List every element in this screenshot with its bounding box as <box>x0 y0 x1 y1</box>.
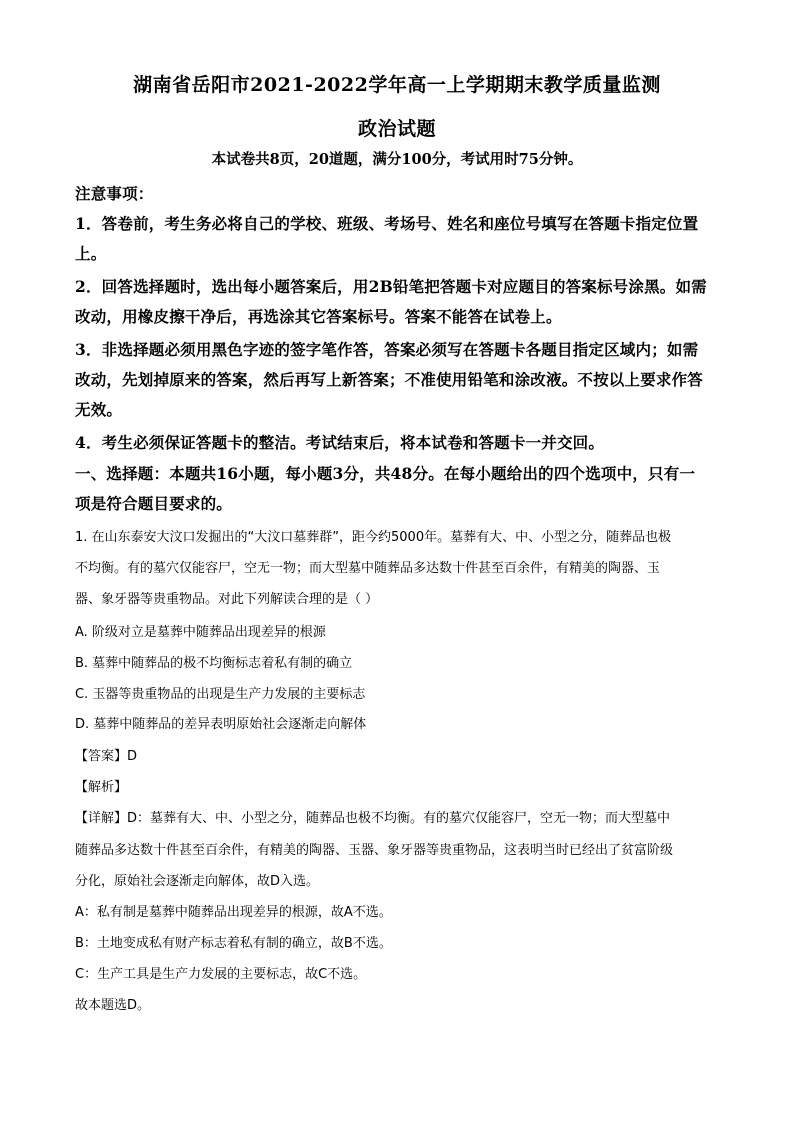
question-1-detail-b: B：土地变成私有财产标志着私有制的确立，故B不选。 <box>75 936 392 951</box>
question-1-option-c: C. 玉器等贵重物品的出现是生产力发展的主要标志 <box>75 687 366 702</box>
notice-item-2-line-2: 改动，用橡皮擦干净后，再选涂其它答案标号。答案不能答在试卷上。 <box>75 307 562 326</box>
notice-item-2-line-1: 2．回答选择题时，选出每小题答案后，用2B铅笔把答题卡对应题目的答案标号涂黑。如需 <box>75 277 707 296</box>
notice-item-3-line-3: 无效。 <box>75 400 123 419</box>
question-1-detail-c: C：生产工具是生产力发展的主要标志，故C不选。 <box>75 967 367 982</box>
question-1-stem-line-1: 1. 在山东泰安大汶口发掘出的“大汶口墓葬群”，距今约5000年。墓葬有大、中、小型之分，随葬品也极 <box>75 530 672 545</box>
question-1-option-d: D. 墓葬中随葬品的差异表明原始社会逐渐走向解体 <box>75 717 367 732</box>
notice-item-3-line-2: 改动，先划掉原来的答案，然后再写上新答案；不准使用铅笔和涂改液。不按以上要求作答 <box>75 370 704 389</box>
question-1-stem-line-2: 不均衡。有的墓穴仅能容尸，空无一物；而大型墓中随葬品多达数十件甚至百余件，有精美的陶器、玉 <box>75 561 661 576</box>
notice-heading: 注意事项： <box>75 184 154 203</box>
section-heading-line-1: 一、选择题：本题共16小题，每小题3分，共48分。在每小题给出的四个选项中，只有一 <box>75 464 696 483</box>
question-1-detail-line-3: 分化，原始社会逐渐走向解体，故D入选。 <box>75 874 320 889</box>
question-1-stem-line-3: 器、象牙器等贵重物品。对此下列解读合理的是（ ） <box>75 592 379 607</box>
notice-item-1-line-1: 1．答卷前，考生务必将自己的学校、班级、考场号、姓名和座位号填写在答题卡指定位置 <box>75 214 699 233</box>
exam-info: 本试卷共8页，20道题，满分100分，考试用时75分钟。 <box>211 151 583 168</box>
question-1-answer: 【答案】D <box>75 749 138 764</box>
question-1-option-b: B. 墓葬中随葬品的极不均衡标志着私有制的确立 <box>75 656 353 671</box>
question-1-analysis-heading: 【解析】 <box>75 780 128 795</box>
exam-subject: 政治试题 <box>357 118 436 140</box>
question-1-option-a: A. 阶级对立是墓葬中随葬品出现差异的根源 <box>75 625 326 640</box>
question-1-detail-line-2: 随葬品多达数十件甚至百余件，有精美的陶器、玉器、象牙器等贵重物品，这表明当时已经出了贫富阶级 <box>75 843 674 858</box>
section-heading-line-2: 项是符合题目要求的。 <box>75 494 233 513</box>
exam-title: 湖南省岳阳市2021-2022学年高一上学期期末教学质量监测 <box>133 74 661 96</box>
question-1-detail-a: A：私有制是墓葬中随葬品出现差异的根源，故A不选。 <box>75 905 392 920</box>
notice-item-1-line-2: 上。 <box>75 244 107 263</box>
notice-item-4: 4．考生必须保证答题卡的整洁。考试结束后，将本试卷和答题卡一并交回。 <box>75 433 605 452</box>
question-1-detail-line-1: 【详解】D：墓葬有大、中、小型之分，随葬品也极不均衡。有的墓穴仅能容尸，空无一物；而大型墓中 <box>75 811 671 826</box>
question-1-conclusion: 故本题选D。 <box>75 998 151 1013</box>
notice-item-3-line-1: 3．非选择题必须用黑色字迹的签字笔作答，答案必须写在答题卡各题目指定区域内；如需 <box>75 340 699 359</box>
